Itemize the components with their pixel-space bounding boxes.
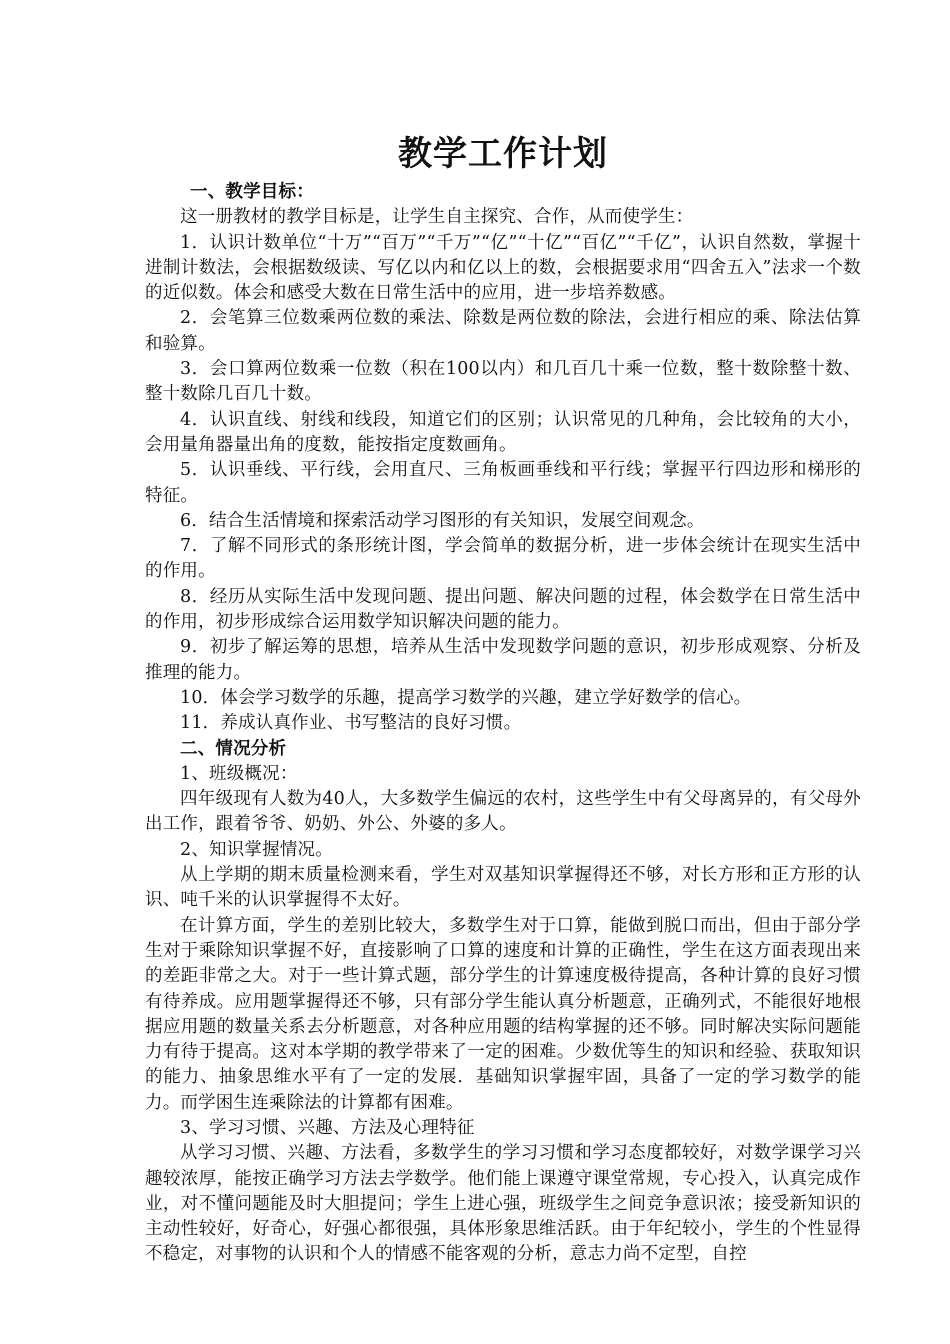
paragraph-calculation: 在计算方面，学生的差别比较大，多数学生对于口算，能做到脱口而出，但由于部分学生对于乘除知识掌握不好，直接影响了口算的速度和计算的正确性，学生在这方面表现出来的差距非常之大。对于一些计算式题，部分学生的计算速度极待提高，各种计算的良好习惯有待养成。应用题掌握得还不够，只有部分学生能认真分析题意，正确列式，不能很好地根据应用题的数量关系去分析题意，对各种应用题的结构掌握的还不够。同时解决实际问题能力有待于提高。这对本学期的教学带来了一定的困难。少数优等生的知识和经验、获取知识的能力、抽象思维水平有了一定的发展．基础知识掌握牢固，具备了一定的学习数学的能力。而学困生连乘除法的计算都有困难。 — [145, 915, 861, 1113]
subheading-class-overview: 1、班级概况： — [180, 763, 298, 784]
subheading-knowledge: 2、知识掌握情况。 — [180, 839, 333, 860]
goal-item: 7．了解不同形式的条形统计图，学会简单的数据分析，进一步体会统计在现实生活中的作用。 — [145, 536, 861, 582]
goal-item: 3．会口算两位数乘一位数（积在100以内）和几百几十乘一位数，整十数除整十数、整十数除几百几十数。 — [145, 359, 861, 405]
section-heading-analysis: 二、情况分析 — [180, 738, 287, 759]
paragraph-knowledge: 从上学期的期末质量检测来看，学生对双基知识掌握得还不够，对长方形和正方形的认识、吨千米的认识掌握得不太好。 — [145, 865, 861, 911]
goal-item: 6．结合生活情境和探索活动学习图形的有关知识，发展空间观念。 — [180, 510, 705, 531]
goal-item: 11．养成认真作业、书写整洁的良好习惯。 — [180, 713, 522, 734]
goal-item: 10．体会学习数学的乐趣，提高学习数学的兴趣，建立学好数学的信心。 — [180, 687, 752, 708]
goal-item: 1．认识计数单位“十万”“百万”“千万”“亿”“十亿”“百亿”“千亿”，认识自然数，掌握十进制计数法，会根据数级读、写亿以内和亿以上的数，会根据要求用“四舍五入”法求一个数的近似数。体会和感受大数在日常生活中的应用，进一步培养数感。 — [145, 232, 861, 304]
goals-intro: 这一册教材的教学目标是，让学生自主探究、合作，从而使学生： — [180, 207, 694, 228]
goal-item: 5．认识垂线、平行线，会用直尺、三角板画垂线和平行线；掌握平行四边形和梯形的特征。 — [145, 460, 861, 506]
subheading-habits: 3、学习习惯、兴趣、方法及心理特征 — [180, 1117, 475, 1138]
paragraph-habits: 从学习习惯、兴趣、方法看，多数学生的学习习惯和学习态度都较好，对数学课学习兴趣较浓厚，能按正确学习方法去学数学。他们能上课遵守课堂常规，专心投入，认真完成作业，对不懂问题能及时大胆提问；学生上进心强，班级学生之间竞争意识浓；接受新知识的主动性较好，好奇心，好强心都很强，具体形象思维活跃。由于年纪较小，学生的个性显得不稳定，对事物的认识和个人的情感不能客观的分析，意志力尚不定型，自控 — [145, 1143, 861, 1265]
document-page — [145, 128, 861, 1268]
goal-item: 2．会笔算三位数乘两位数的乘法、除数是两位数的除法，会进行相应的乘、除法估算和验算。 — [145, 308, 861, 354]
page-title: 教学工作计划 — [398, 134, 608, 174]
section-heading-goals: 一、教学目标： — [190, 182, 314, 202]
paragraph-class-overview: 四年级现有人数为40人，大多数学生偏远的农村，这些学生中有父母离异的，有父母外出工作，跟着爷爷、奶奶、外公、外婆的多人。 — [145, 789, 861, 835]
goal-item: 8．经历从实际生活中发现问题、提出问题、解决问题的过程，体会数学在日常生活中的作用，初步形成综合运用数学知识解决问题的能力。 — [145, 586, 861, 633]
goal-item: 9．初步了解运筹的思想，培养从生活中发现数学问题的意识，初步形成观察、分析及推理的能力。 — [145, 637, 861, 683]
goal-item: 4．认识直线、射线和线段，知道它们的区别；认识常见的几种角，会比较角的大小，会用量角器量出角的度数，能按指定度数画角。 — [145, 409, 861, 455]
